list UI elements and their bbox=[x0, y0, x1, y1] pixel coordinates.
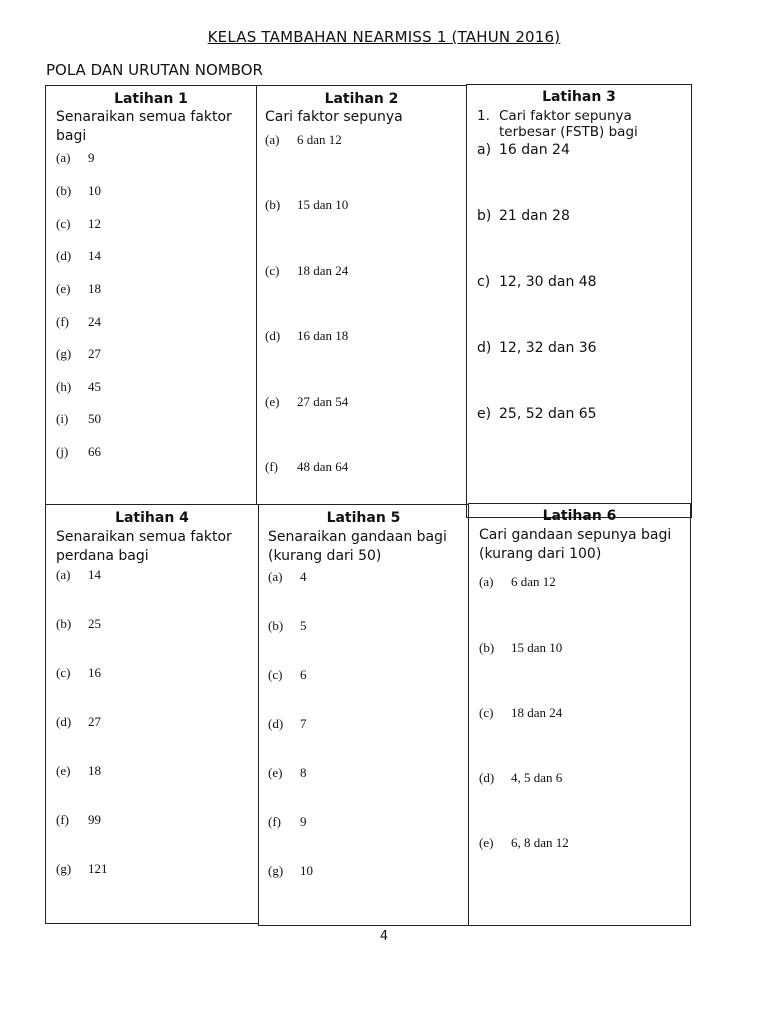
list-item: (c) 18 dan 24 bbox=[479, 705, 563, 720]
latihan-3-title: Latihan 3 bbox=[542, 89, 616, 105]
list-item: (e) 18 bbox=[56, 763, 101, 778]
list-item: (j) 66 bbox=[56, 444, 101, 459]
list-item: (b) 10 bbox=[56, 183, 101, 198]
list-item: (d) 27 bbox=[56, 714, 101, 729]
list-item: (b) 25 bbox=[56, 616, 101, 631]
list-item: b) 21 dan 28 bbox=[477, 208, 570, 224]
section-heading: POLA DAN URUTAN NOMBOR bbox=[46, 61, 263, 79]
latihan-5-instruction: Senaraikan gandaan bagi (kurang dari 50) bbox=[268, 529, 447, 564]
list-item: e) 25, 52 dan 65 bbox=[477, 406, 597, 422]
latihan-6-instruction: Cari gandaan sepunya bagi (kurang dari 100) bbox=[479, 527, 672, 562]
list-item: (b) 15 dan 10 bbox=[265, 197, 349, 212]
list-item: (d) 14 bbox=[56, 248, 101, 263]
list-item: (e) 27 dan 54 bbox=[265, 394, 349, 409]
list-item: (a) 9 bbox=[56, 150, 95, 165]
list-item: (h) 45 bbox=[56, 379, 101, 394]
list-item: (e) 8 bbox=[268, 765, 307, 780]
list-item: (c) 6 bbox=[268, 667, 307, 682]
page-number: 4 bbox=[379, 929, 389, 944]
list-item: (d) 7 bbox=[268, 716, 307, 731]
list-item: (a) 6 dan 12 bbox=[265, 132, 342, 147]
latihan-4-instruction: Senaraikan semua faktor perdana bagi bbox=[56, 529, 232, 564]
list-item: (a) 6 dan 12 bbox=[479, 574, 556, 589]
list-item: (g) 121 bbox=[56, 861, 108, 876]
list-item: (i) 50 bbox=[56, 411, 101, 426]
latihan-6-box bbox=[468, 503, 691, 926]
list-item: (e) 6, 8 dan 12 bbox=[479, 835, 569, 850]
list-item: (d) 4, 5 dan 6 bbox=[479, 770, 563, 785]
list-item: (f) 99 bbox=[56, 812, 101, 827]
latihan-1-instruction: Senaraikan semua faktor bagi bbox=[56, 109, 232, 144]
latihan-2-box bbox=[256, 85, 467, 505]
list-item: (f) 9 bbox=[268, 814, 307, 829]
latihan-6-title: Latihan 6 bbox=[542, 508, 617, 524]
list-item: d) 12, 32 dan 36 bbox=[477, 340, 597, 356]
latihan-4-title: Latihan 4 bbox=[115, 510, 189, 526]
list-item: (b) 15 dan 10 bbox=[479, 640, 563, 655]
latihan-5-box bbox=[258, 504, 469, 926]
list-item: (c) 16 bbox=[56, 665, 101, 680]
list-item: (a) 4 bbox=[268, 569, 307, 584]
latihan-2-instruction: Cari faktor sepunya bbox=[265, 109, 403, 125]
list-item: (g) 27 bbox=[56, 346, 101, 361]
latihan-3-box bbox=[466, 84, 692, 518]
latihan-3-instruction: 1. Cari faktor sepunya terbesar (FSTB) bagi bbox=[477, 108, 638, 140]
list-item: c) 12, 30 dan 48 bbox=[477, 274, 597, 290]
list-item: (f) 48 dan 64 bbox=[265, 459, 349, 474]
list-item: (c) 12 bbox=[56, 216, 101, 231]
page-title: KELAS TAMBAHAN NEARMISS 1 (TAHUN 2016) bbox=[207, 28, 561, 46]
list-item: (d) 16 dan 18 bbox=[265, 328, 349, 343]
latihan-4-box bbox=[45, 504, 259, 924]
list-item: (c) 18 dan 24 bbox=[265, 263, 349, 278]
latihan-1-box bbox=[45, 85, 257, 505]
list-item: a) 16 dan 24 bbox=[477, 142, 570, 158]
list-item: (g) 10 bbox=[268, 863, 313, 878]
list-item: (f) 24 bbox=[56, 314, 101, 329]
list-item: (e) 18 bbox=[56, 281, 101, 296]
list-item: (a) 14 bbox=[56, 567, 101, 582]
list-item: (b) 5 bbox=[268, 618, 307, 633]
latihan-5-title: Latihan 5 bbox=[326, 510, 401, 526]
latihan-1-title: Latihan 1 bbox=[114, 91, 188, 107]
latihan-2-title: Latihan 2 bbox=[324, 91, 399, 107]
